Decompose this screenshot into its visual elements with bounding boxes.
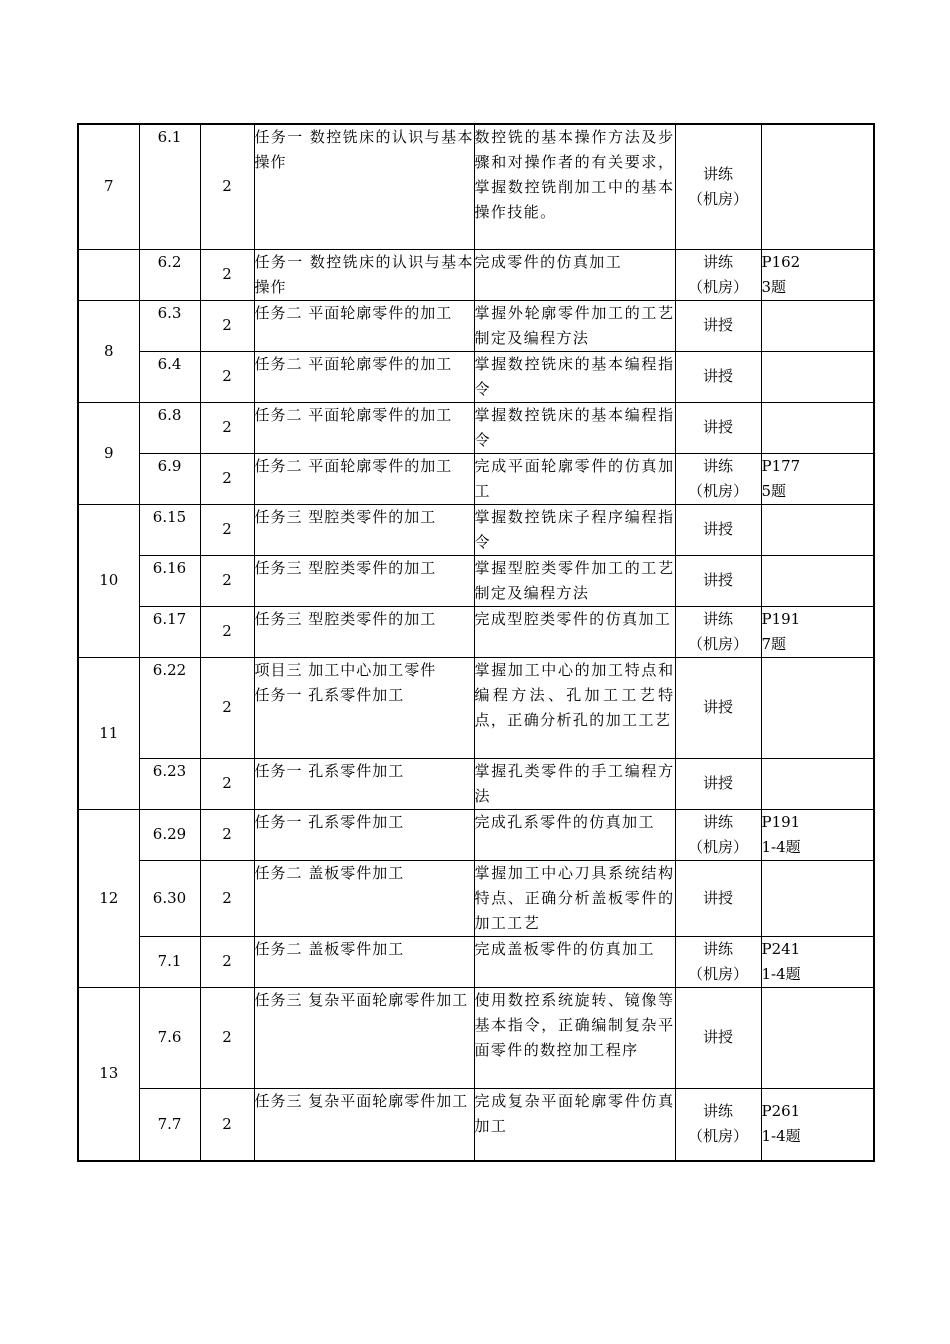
content-cell: 任务二 平面轮廓零件的加工	[254, 300, 474, 351]
content-cell: 任务三 复杂平面轮廓零件加工	[254, 1088, 474, 1161]
goal-cell: 完成复杂平面轮廓零件仿真加工	[474, 1088, 675, 1161]
date-cell: 6.3	[139, 300, 200, 351]
hours-cell: 2	[200, 124, 254, 249]
content-cell: 任务一 孔系零件加工	[254, 809, 474, 860]
date-cell: 6.9	[139, 453, 200, 504]
date-cell: 6.17	[139, 606, 200, 657]
goal-cell: 完成零件的仿真加工	[474, 249, 675, 300]
homework-cell	[761, 987, 874, 1088]
content-cell: 任务一 数控铣床的认识与基本操作	[254, 124, 474, 249]
table-row	[78, 936, 874, 987]
date-cell: 6.30	[139, 860, 200, 936]
date-cell: 6.23	[139, 758, 200, 809]
content-cell: 任务二 平面轮廓零件的加工	[254, 453, 474, 504]
hours-cell: 2	[200, 555, 254, 606]
hours-cell: 2	[200, 860, 254, 936]
teaching-mode-cell: 讲练 （机房）	[675, 936, 761, 987]
week-cell: 10	[78, 504, 139, 657]
hours-cell: 2	[200, 453, 254, 504]
hours-cell: 2	[200, 809, 254, 860]
homework-cell	[761, 351, 874, 402]
week-cell	[78, 249, 139, 300]
table-row	[78, 860, 874, 936]
week-cell: 11	[78, 657, 139, 809]
hours-cell: 2	[200, 936, 254, 987]
week-cell: 7	[78, 124, 139, 249]
hours-cell: 2	[200, 504, 254, 555]
date-cell: 6.2	[139, 249, 200, 300]
teaching-mode-cell: 讲练 （机房）	[675, 453, 761, 504]
content-cell: 任务三 型腔类零件的加工	[254, 555, 474, 606]
homework-cell: P191 1-4题	[761, 809, 874, 860]
goal-cell: 掌握数控铣床的基本编程指令	[474, 351, 675, 402]
hours-cell: 2	[200, 249, 254, 300]
table-row	[78, 606, 874, 657]
homework-cell	[761, 402, 874, 453]
content-cell: 任务三 复杂平面轮廓零件加工	[254, 987, 474, 1088]
goal-cell: 使用数控系统旋转、镜像等基本指令，正确编制复杂平面零件的数控加工程序	[474, 987, 675, 1088]
teaching-mode-cell: 讲授	[675, 987, 761, 1088]
week-cell: 12	[78, 809, 139, 987]
week-cell: 8	[78, 300, 139, 402]
teaching-mode-cell: 讲授	[675, 860, 761, 936]
homework-cell	[761, 657, 874, 758]
goal-cell: 完成型腔类零件的仿真加工	[474, 606, 675, 657]
homework-cell	[761, 555, 874, 606]
content-cell: 任务三 型腔类零件的加工	[254, 504, 474, 555]
goal-cell: 掌握数控铣床的基本编程指令	[474, 402, 675, 453]
hours-cell: 2	[200, 606, 254, 657]
date-cell: 6.22	[139, 657, 200, 758]
table-row	[78, 249, 874, 300]
teaching-mode-cell: 讲授	[675, 758, 761, 809]
teaching-mode-cell: 讲练 （机房）	[675, 606, 761, 657]
goal-cell: 掌握数控铣床子程序编程指令	[474, 504, 675, 555]
hours-cell: 2	[200, 402, 254, 453]
homework-cell	[761, 300, 874, 351]
table-row	[78, 300, 874, 351]
date-cell: 7.7	[139, 1088, 200, 1161]
teaching-mode-cell: 讲授	[675, 351, 761, 402]
teaching-mode-cell: 讲授	[675, 300, 761, 351]
homework-cell	[761, 124, 874, 249]
homework-cell	[761, 504, 874, 555]
content-cell: 项目三 加工中心加工零件 任务一 孔系零件加工	[254, 657, 474, 758]
table-row	[78, 1088, 874, 1161]
table-row	[78, 124, 874, 249]
table-row	[78, 758, 874, 809]
content-cell: 任务一 孔系零件加工	[254, 758, 474, 809]
content-cell: 任务二 平面轮廓零件的加工	[254, 402, 474, 453]
goal-cell: 掌握加工中心的加工特点和编程方法、孔加工工艺特点，正确分析孔的加工工艺	[474, 657, 675, 758]
teaching-mode-cell: 讲授	[675, 402, 761, 453]
homework-cell	[761, 860, 874, 936]
goal-cell: 完成孔系零件的仿真加工	[474, 809, 675, 860]
date-cell: 7.1	[139, 936, 200, 987]
goal-cell: 掌握外轮廓零件加工的工艺制定及编程方法	[474, 300, 675, 351]
table-row	[78, 657, 874, 758]
homework-cell: P177 5题	[761, 453, 874, 504]
content-cell: 任务三 型腔类零件的加工	[254, 606, 474, 657]
table-row	[78, 402, 874, 453]
hours-cell: 2	[200, 300, 254, 351]
content-cell: 任务一 数控铣床的认识与基本操作	[254, 249, 474, 300]
table-row	[78, 809, 874, 860]
table-row	[78, 351, 874, 402]
goal-cell: 完成平面轮廓零件的仿真加工	[474, 453, 675, 504]
teaching-mode-cell: 讲练 （机房）	[675, 809, 761, 860]
table-row	[78, 453, 874, 504]
content-cell: 任务二 盖板零件加工	[254, 936, 474, 987]
homework-cell: P261 1-4题	[761, 1088, 874, 1161]
date-cell: 6.8	[139, 402, 200, 453]
table-row	[78, 987, 874, 1088]
hours-cell: 2	[200, 351, 254, 402]
homework-cell: P241 1-4题	[761, 936, 874, 987]
hours-cell: 2	[200, 987, 254, 1088]
hours-cell: 2	[200, 1088, 254, 1161]
goal-cell: 完成盖板零件的仿真加工	[474, 936, 675, 987]
date-cell: 6.29	[139, 809, 200, 860]
teaching-mode-cell: 讲练 （机房）	[675, 124, 761, 249]
week-cell: 13	[78, 987, 139, 1161]
date-cell: 7.6	[139, 987, 200, 1088]
homework-cell	[761, 758, 874, 809]
teaching-mode-cell: 讲练 （机房）	[675, 1088, 761, 1161]
hours-cell: 2	[200, 758, 254, 809]
goal-cell: 掌握加工中心刀具系统结构特点、正确分析盖板零件的加工工艺	[474, 860, 675, 936]
schedule-table	[77, 123, 875, 1162]
schedule-body	[78, 124, 874, 1161]
teaching-mode-cell: 讲授	[675, 555, 761, 606]
content-cell: 任务二 盖板零件加工	[254, 860, 474, 936]
teaching-mode-cell: 讲练 （机房）	[675, 249, 761, 300]
goal-cell: 数控铣的基本操作方法及步骤和对操作者的有关要求，掌握数控铣削加工中的基本操作技能。	[474, 124, 675, 249]
date-cell: 6.1	[139, 124, 200, 249]
table-row	[78, 504, 874, 555]
date-cell: 6.15	[139, 504, 200, 555]
content-cell: 任务二 平面轮廓零件的加工	[254, 351, 474, 402]
homework-cell: P191 7题	[761, 606, 874, 657]
teaching-mode-cell: 讲授	[675, 657, 761, 758]
homework-cell: P162 3题	[761, 249, 874, 300]
goal-cell: 掌握孔类零件的手工编程方法	[474, 758, 675, 809]
teaching-mode-cell: 讲授	[675, 504, 761, 555]
table-row	[78, 555, 874, 606]
date-cell: 6.16	[139, 555, 200, 606]
goal-cell: 掌握型腔类零件加工的工艺制定及编程方法	[474, 555, 675, 606]
hours-cell: 2	[200, 657, 254, 758]
week-cell: 9	[78, 402, 139, 504]
date-cell: 6.4	[139, 351, 200, 402]
